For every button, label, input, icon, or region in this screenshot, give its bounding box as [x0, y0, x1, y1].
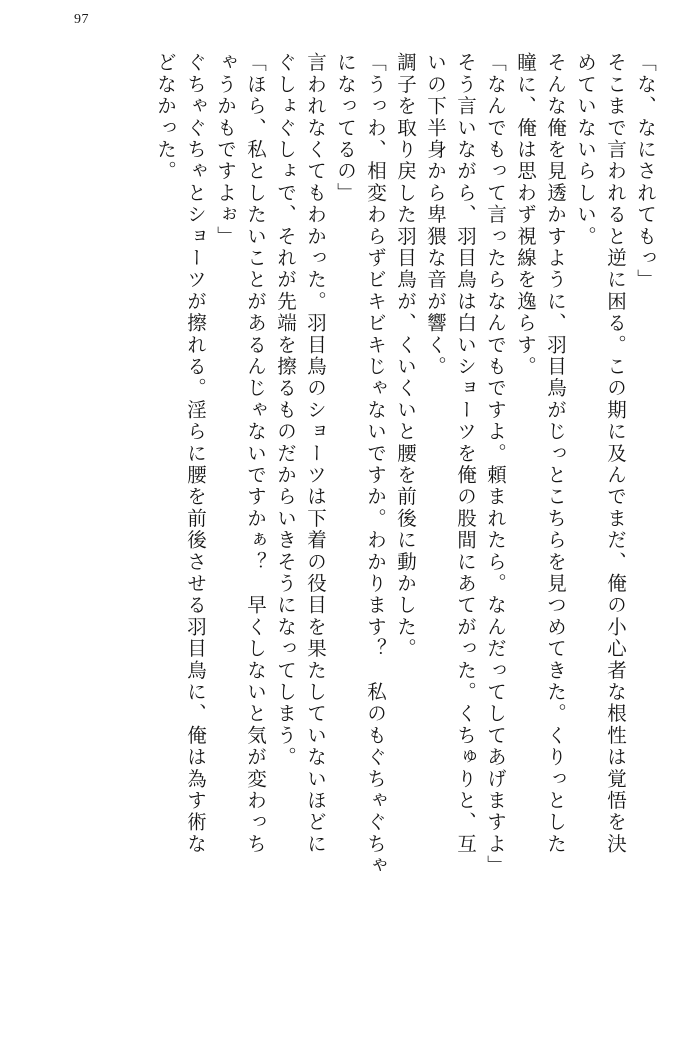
text-column: 「な、なにされてもっ」 — [634, 52, 655, 291]
text-column: そう言いながら、羽目鳥は白いショーツを俺の股間にあてがった。くちゅりと、互 — [454, 52, 475, 855]
text-column: 調子を取り戻した羽目鳥が、くいくいと腰を前後に動かした。 — [394, 52, 415, 660]
text-column: めていないらしい。 — [574, 52, 595, 248]
text-column: 「うっわ、相変わらずビキビキじゃないですか。わかります？ 私のもぐちゃぐちゃ — [364, 52, 385, 877]
text-column: そこまで言われると逆に困る。この期に及んでまだ、俺の小心者な根性は覚悟を決 — [604, 52, 625, 855]
text-column: 言われなくてもわかった。羽目鳥のショーツは下着の役目を果たしていないほどに — [304, 52, 325, 855]
text-column: 「なんでもって言ったらなんでもですよ。頼まれたら。なんだってしてあげますよ」 — [484, 52, 505, 877]
text-column: ぐちゃぐちゃとショーツが擦れる。淫らに腰を前後させる羽目鳥に、俺は為す術な — [184, 52, 205, 855]
body-text-vertical — [48, 52, 654, 1020]
text-column: になってるの」 — [334, 52, 355, 204]
text-column: いの下半身から卑猥な音が響く。 — [424, 52, 445, 378]
text-column: ぐしょぐしょで、それが先端を擦るものだからいきそうになってしまう。 — [274, 52, 295, 769]
text-column: どなかった。 — [154, 52, 175, 183]
page-number: 97 — [74, 12, 89, 27]
text-column: ゃうかもですよぉ」 — [214, 52, 235, 248]
text-column: そんな俺を見透かすように、羽目鳥がじっとこちらを見つめてきた。くりっとした — [544, 52, 565, 855]
text-column: 瞳に、俺は思わず視線を逸らす。 — [514, 52, 535, 378]
text-column: 「ほら、私としたいことがあるんじゃないですかぁ？ 早くしないと気が変わっち — [244, 52, 265, 855]
